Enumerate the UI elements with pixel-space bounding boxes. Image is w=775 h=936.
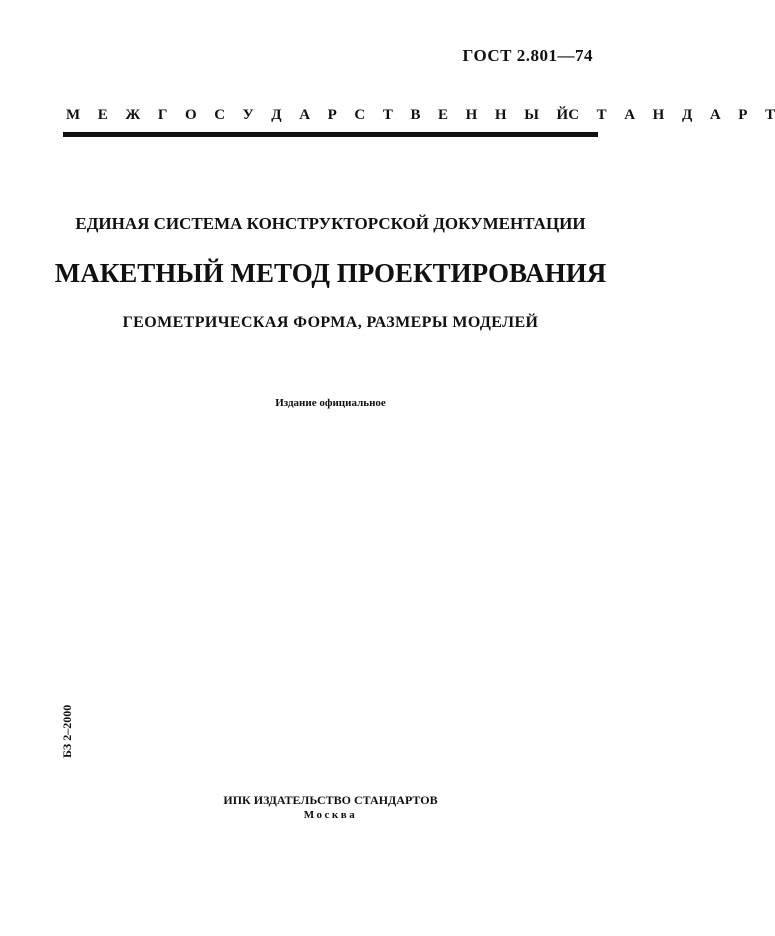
standard-type-letter: Р [738, 107, 748, 123]
standard-type-letter: У [242, 107, 254, 123]
system-title: ЕДИНАЯ СИСТЕМА КОНСТРУКТОРСКОЙ ДОКУМЕНТАЦИИ [75, 214, 586, 233]
standard-type-heading [66, 106, 775, 124]
standard-type-letter: А [709, 107, 721, 123]
standard-type-letter: Д [271, 107, 282, 123]
side-code: БЗ 2–2000 [60, 704, 74, 758]
standard-type-letter: О [184, 107, 197, 123]
subtitle: ГЕОМЕТРИЧЕСКАЯ ФОРМА, РАЗМЕРЫ МОДЕЛЕЙ [122, 314, 539, 331]
standard-type-letter: М [66, 107, 81, 123]
header-rule [63, 132, 598, 137]
standard-type-letter: Р [327, 107, 337, 123]
standard-type-letter: С [214, 107, 226, 123]
standard-type-letter: А [299, 107, 311, 123]
main-title: МАКЕТНЫЙ МЕТОД ПРОЕКТИРОВАНИЯ [54, 258, 607, 288]
edition-note: Издание официальное [275, 397, 386, 409]
standard-type-letter: Д [681, 107, 693, 123]
standard-type-letter: Н [652, 107, 665, 123]
standard-type-letter: Е [438, 107, 449, 123]
standard-type-letter: Е [97, 107, 108, 123]
standard-type-letter: С [354, 107, 366, 123]
standard-type-letter: С [568, 107, 580, 123]
standard-type-word-1 [66, 106, 568, 124]
publisher: ИПК ИЗДАТЕЛЬСТВО СТАНДАРТОВ [223, 793, 438, 807]
standard-type-letter: В [410, 107, 421, 123]
standard-type-letter: Н [494, 107, 507, 123]
standard-type-word-2 [568, 106, 775, 124]
standard-type-letter: Т [596, 107, 607, 123]
document-code: ГОСТ 2.801—74 [462, 46, 593, 65]
city: Москва [303, 809, 358, 821]
standard-type-letter: Ж [125, 107, 141, 123]
standard-type-letter: Т [765, 107, 775, 123]
standard-type-letter: Н [465, 107, 478, 123]
standard-type-letter: А [624, 107, 636, 123]
standard-type-letter: Т [382, 107, 393, 123]
standard-type-letter: Г [157, 107, 168, 123]
standard-type-letter: Ы [524, 107, 539, 123]
standard-type-letter: Й [556, 107, 569, 123]
